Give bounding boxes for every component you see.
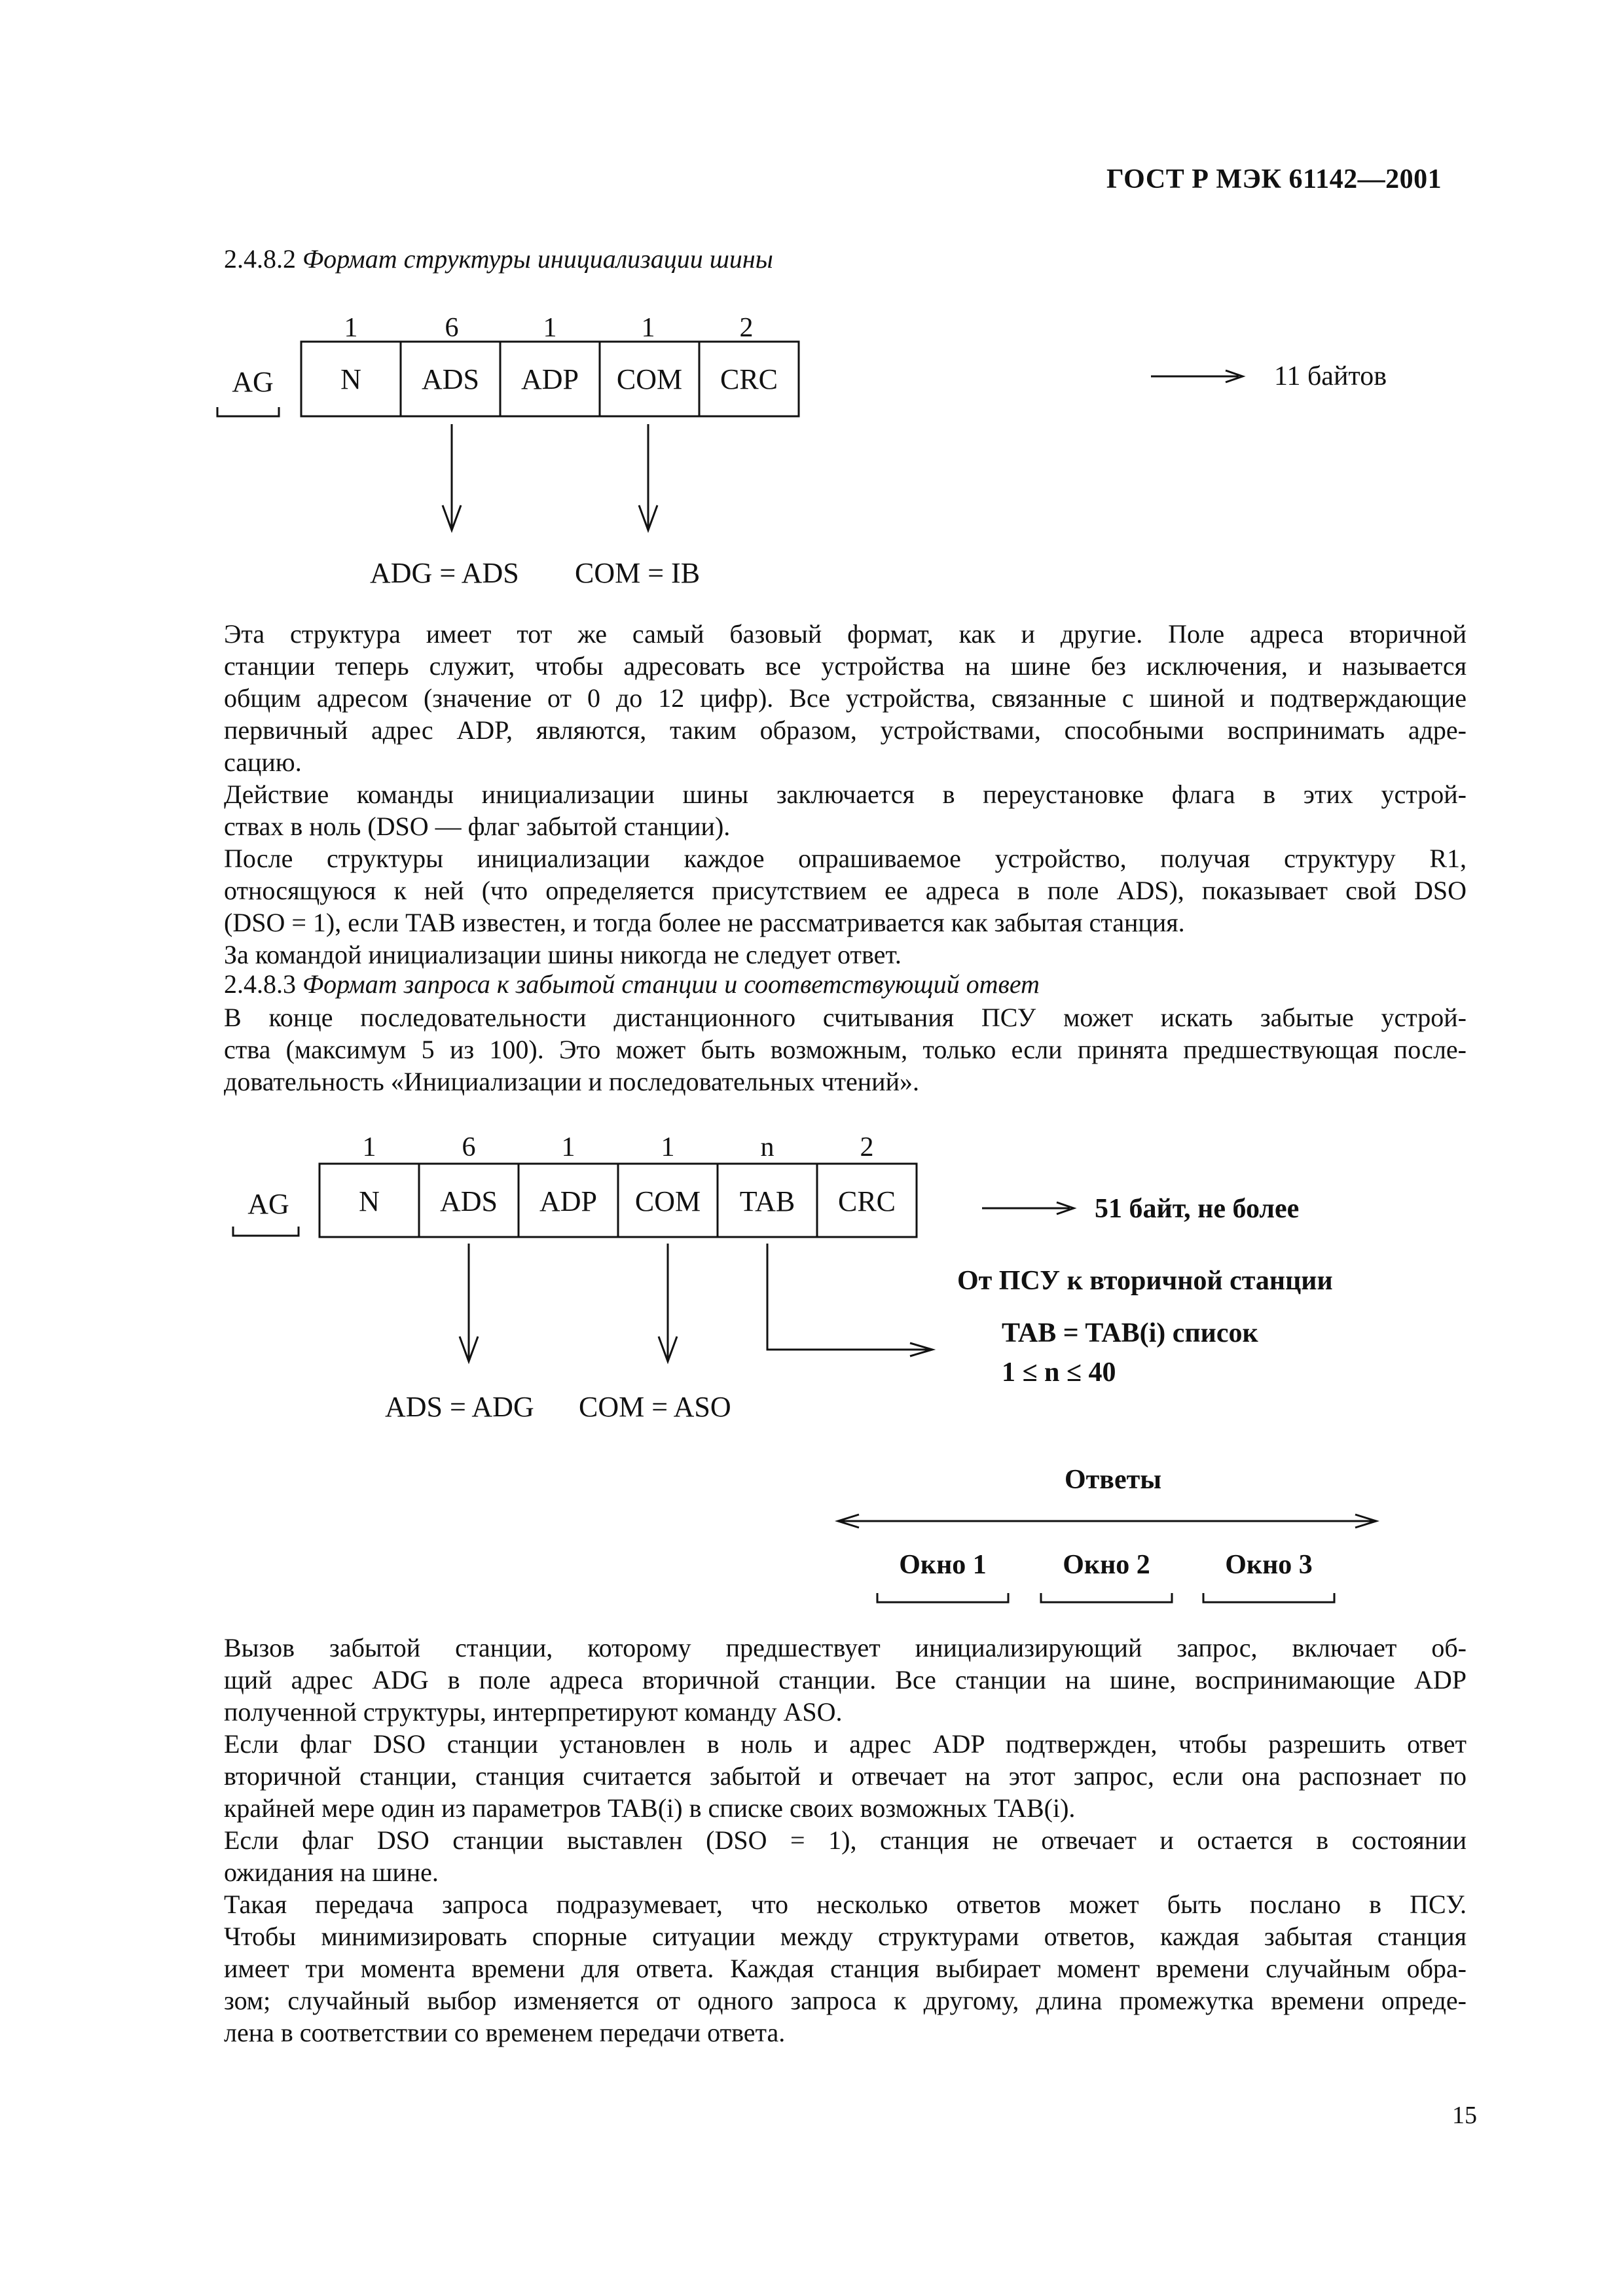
tab-list-arrow — [767, 1244, 930, 1350]
frame-field-label: COM — [616, 363, 683, 395]
section-number: 2.4.8.3 — [224, 969, 296, 999]
text-line: вторичной станции, станция считается забытой и отвечает на этот запрос, если она распознает по — [224, 1761, 1467, 1791]
frame-field-label: ADP — [520, 363, 579, 395]
assignment-adg: ADG = ADS — [370, 557, 519, 589]
n-range-label: 1 ≤ n ≤ 40 — [1002, 1357, 1116, 1388]
section-title: Формат запроса к забытой станции и соответствующий ответ — [302, 969, 1040, 999]
field-size-label: 6 — [445, 313, 459, 343]
field-size-label: 6 — [462, 1132, 476, 1162]
text-line: довательность «Инициализации и последовательных чтений». — [224, 1067, 919, 1096]
field-size-label: 1 — [641, 313, 655, 343]
assignment-ads: ADS = ADG — [385, 1391, 534, 1423]
paragraph — [224, 939, 1467, 971]
response-window-bracket — [1203, 1593, 1334, 1602]
frame-total-size: 51 байт, не более — [1095, 1194, 1300, 1224]
field-size-label: 1 — [543, 313, 557, 343]
text-line: Эта структура имеет тот же самый базовый формат, как и другие. Поле адреса вторичной — [224, 619, 1467, 649]
ag-prefix-label: AG — [247, 1188, 289, 1220]
frame-field-label: CRC — [720, 363, 778, 395]
responses-label: Ответы — [1064, 1465, 1162, 1495]
response-window-label: Окно 1 — [899, 1550, 987, 1580]
field-size-label: 1 — [362, 1132, 376, 1162]
paragraph — [224, 1728, 1467, 1824]
text-line: За командой инициализации шины никогда не следует ответ. — [224, 940, 902, 969]
text-line: Если флаг DSO станции выставлен (DSO = 1), станция не отвечает и остается в состоянии — [224, 1825, 1467, 1855]
text-line: крайней мере один из параметров TAB(i) в списке своих возможных TAB(i). — [224, 1793, 1076, 1823]
section-title: Формат структуры инициализации шины — [302, 244, 773, 274]
response-window-label: Окно 3 — [1225, 1550, 1313, 1580]
frame-field-label: ADS — [439, 1185, 498, 1217]
field-size-label: 2 — [860, 1132, 874, 1162]
paragraph — [224, 842, 1467, 939]
text-line: сацию. — [224, 747, 302, 777]
frame-field-label: ADS — [421, 363, 480, 395]
field-size-label: n — [760, 1132, 775, 1162]
paragraph — [224, 778, 1467, 842]
field-size-label: 1 — [661, 1132, 675, 1162]
text-line: зом; случайный выбор изменяется от одного запроса к другому, длина промежутка времени опреде- — [224, 1986, 1467, 2015]
text-line: ожидания на шине. — [224, 1857, 439, 1887]
frame-field-label: CRC — [837, 1185, 896, 1217]
ag-bracket — [217, 407, 279, 416]
section-heading-2-4-8-3 — [224, 969, 1040, 999]
field-size-label: 1 — [344, 313, 358, 343]
text-line: В конце последовательности дистанционного считывания ПСУ может искать забытые устрой- — [224, 1003, 1467, 1032]
text-line: относящуюся к ней (что определяется присутствием ее адреса в поле ADS), показывает свой DSO — [224, 876, 1467, 905]
tab-list-label: TAB = TAB(i) список — [1002, 1318, 1258, 1348]
document-code-header: ГОСТ Р МЭК 61142—2001 — [1106, 164, 1442, 194]
text-line: Если флаг DSO станции установлен в ноль и адрес ADP подтвержден, чтобы разрешить ответ — [224, 1729, 1467, 1759]
paragraph — [224, 1001, 1467, 1098]
section-number: 2.4.8.2 — [224, 244, 296, 274]
assignment-com: COM = ASO — [579, 1391, 731, 1423]
bus-init-frame-diagram — [0, 0, 1623, 628]
forgotten-station-request-diagram — [0, 1113, 1623, 1636]
frame-field-label: TAB — [739, 1185, 795, 1217]
direction-label: От ПСУ к вторичной станции — [957, 1266, 1333, 1296]
paragraph — [224, 1632, 1467, 1728]
ag-prefix-label: AG — [232, 366, 274, 398]
text-line: Такая передача запроса подразумевает, что несколько ответов может быть послано в ПСУ. — [224, 1890, 1467, 1919]
paragraph — [224, 1824, 1467, 1888]
frame-field-label: COM — [634, 1185, 701, 1217]
text-line: (DSO = 1), если TAB известен, и тогда более не рассматривается как забытая станция. — [224, 908, 1185, 937]
paragraph — [224, 1888, 1467, 2049]
frame-field-label: N — [359, 1185, 380, 1217]
text-line: ствах в ноль (DSO — флаг забытой станции). — [224, 812, 731, 841]
text-line: имеет три момента времени для ответа. Каждая станция выбирает момент времени случайным обра- — [224, 1954, 1467, 1983]
page-number: 15 — [1452, 2102, 1477, 2129]
field-size-label: 1 — [561, 1132, 575, 1162]
field-size-label: 2 — [739, 313, 754, 343]
assignment-com: COM = IB — [575, 557, 701, 589]
text-line: Действие команды инициализации шины заключается в переустановке флага в этих устрой- — [224, 780, 1467, 809]
text-line: Чтобы минимизировать спорные ситуации между структурами ответов, каждая забытая станция — [224, 1922, 1467, 1951]
ag-bracket — [233, 1227, 299, 1236]
frame-field-label: N — [340, 363, 361, 395]
text-line: щий адрес ADG в поле адреса вторичной станции. Все станции на шине, воспринимающие ADP — [224, 1665, 1467, 1695]
frame-total-size: 11 байтов — [1274, 361, 1387, 391]
response-window-bracket — [1041, 1593, 1172, 1602]
response-window-label: Окно 2 — [1063, 1550, 1150, 1580]
paragraph — [224, 618, 1467, 778]
text-line: лена в соответствии со временем передачи ответа. — [224, 2018, 786, 2047]
response-window-bracket — [877, 1593, 1008, 1602]
text-line: общим адресом (значение от 0 до 12 цифр). Все устройства, связанные с шиной и подтверждающие — [224, 683, 1467, 713]
text-line: станции теперь служит, чтобы адресовать все устройства на шине без исключения, и называется — [224, 651, 1467, 681]
text-line: Вызов забытой станции, которому предшествует инициализирующий запрос, включает об- — [224, 1633, 1467, 1662]
text-line: После структуры инициализации каждое опрашиваемое устройство, получая структуру R1, — [224, 844, 1467, 873]
text-line: полученной структуры, интерпретируют команду ASO. — [224, 1697, 843, 1727]
text-line: ства (максимум 5 из 100). Это может быть возможным, только если принята предшествующая после- — [224, 1035, 1467, 1064]
frame-field-label: ADP — [539, 1185, 598, 1217]
text-line: первичный адрес ADP, являются, таким образом, устройствами, способными воспринимать адре- — [224, 715, 1467, 745]
